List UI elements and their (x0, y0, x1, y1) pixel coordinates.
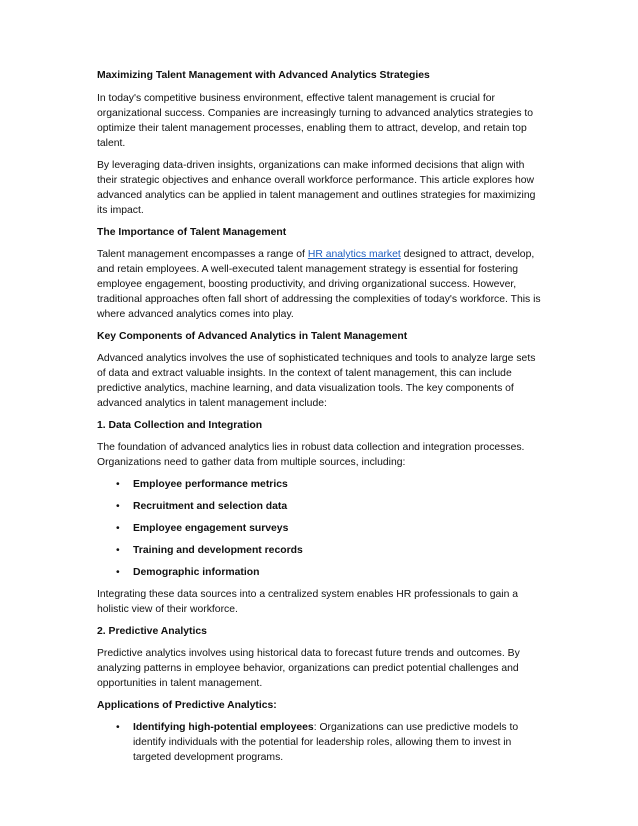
document-page (97, 68, 543, 765)
list-item (97, 499, 543, 514)
importance-text-pre: Talent management encompasses a range of (97, 249, 308, 260)
bullet-icon: • (116, 523, 120, 534)
application-description: : Organizations can use predictive models to identify individuals with the potential for leadership roles, allowing them to invest in targeted development programs. (133, 722, 519, 763)
applications-list (97, 720, 543, 765)
list-item (97, 521, 543, 536)
heading-data-collection: 1. Data Collection and Integration (97, 420, 263, 431)
document-title: Maximizing Talent Management with Advanced Analytics Strategies (97, 70, 430, 81)
list-item (97, 565, 543, 580)
list-item (97, 477, 543, 492)
intro-paragraph-2: By leveraging data-driven insights, organizations can make informed decisions that align with their strategic objectives and enhance overall workforce performance. This article explores how advanced analytics can be applied in talent management and outlines strategies for maximizing its impact. (97, 160, 536, 216)
heading-components: Key Components of Advanced Analytics in Talent Management (97, 331, 408, 342)
intro-paragraph-1: In today's competitive business environment, effective talent management is crucial for organizational success. Companies are increasingly turning to advanced analytics strategies to optimize their talent management processes, enabling them to attract, develop, and retain top talent. (97, 93, 534, 149)
heading-applications: Applications of Predictive Analytics: (97, 700, 277, 711)
application-title: Identifying high-potential employees (133, 722, 314, 733)
list-item (97, 720, 543, 765)
list-item (97, 543, 543, 558)
data-sources-list (97, 477, 543, 580)
list-item-label: Training and development records (133, 545, 303, 556)
importance-paragraph (97, 247, 543, 322)
bullet-icon: • (116, 722, 120, 733)
components-paragraph: Advanced analytics involves the use of sophisticated techniques and tools to analyze large sets of data and extract valuable insights. In the context of talent management, this can include predictive analytics, machine learning, and data visualization tools. The key components of advanced analytics in talent management include: (97, 353, 536, 409)
importance-text-post: designed to attract, develop, and retain employees. A well-executed talent management strategy is essential for fostering employee engagement, boosting productivity, and driving organizational success. However, traditional approaches often fall short of addressing the complexities of today's workforce. This is where advanced analytics comes into play. (97, 249, 541, 320)
heading-predictive: 2. Predictive Analytics (97, 626, 207, 637)
integration-paragraph: Integrating these data sources into a centralized system enables HR professionals to gain a holistic view of their workforce. (97, 589, 519, 615)
bullet-icon: • (116, 479, 120, 490)
bullet-icon: • (116, 567, 120, 578)
predictive-paragraph: Predictive analytics involves using historical data to forecast future trends and outcomes. By analyzing patterns in employee behavior, organizations can predict potential challenges and opportunities in talent management. (97, 648, 520, 689)
heading-importance: The Importance of Talent Management (97, 227, 287, 238)
list-item-label: Demographic information (133, 567, 260, 578)
bullet-icon: • (116, 545, 120, 556)
list-item-label: Recruitment and selection data (133, 501, 288, 512)
data-collection-paragraph: The foundation of advanced analytics lies in robust data collection and integration processes. Organizations need to gather data from multiple sources, including: (97, 442, 525, 468)
bullet-icon: • (116, 501, 120, 512)
list-item-label: Employee performance metrics (133, 479, 288, 490)
list-item-label: Employee engagement surveys (133, 523, 289, 534)
hr-analytics-market-link[interactable]: HR analytics market (307, 249, 401, 260)
